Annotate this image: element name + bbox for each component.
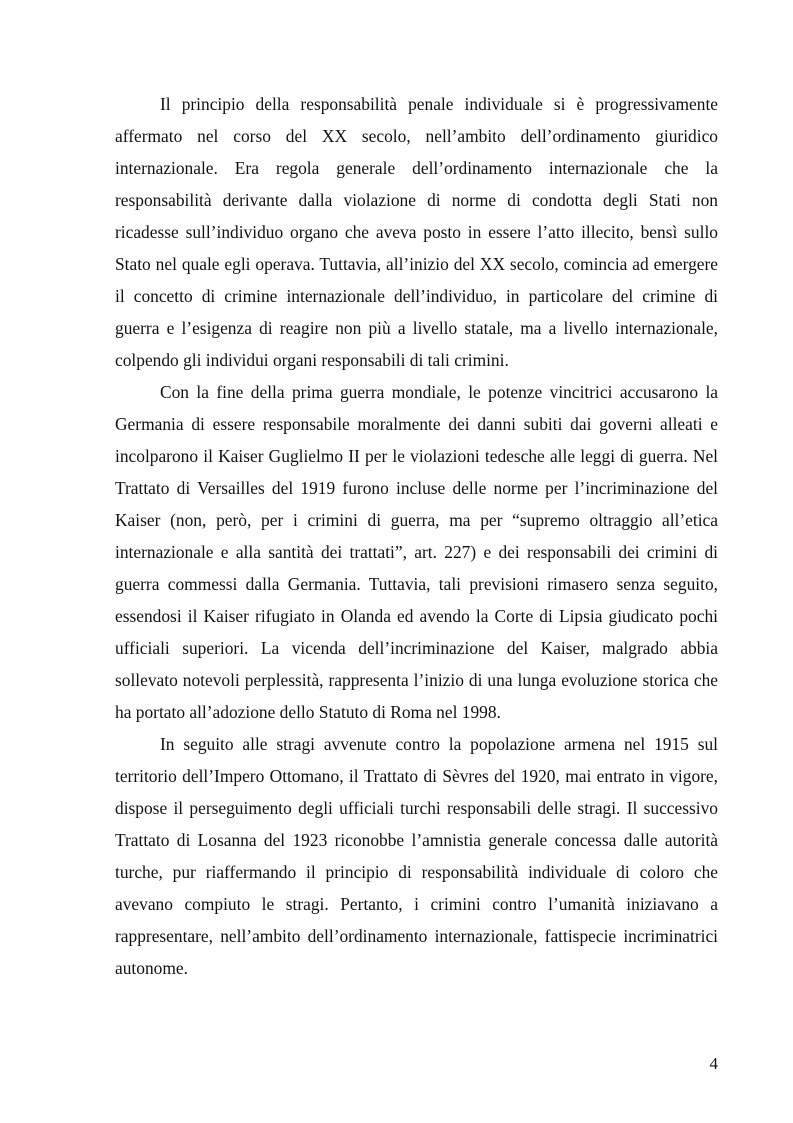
paragraph-versailles-treaty: Con la fine della prima guerra mondiale, le potenze vincitrici accusarono la Germania di essere responsabile moralmente dei danni subiti dai governi alleati e incolparono il Kaiser Guglielmo II per le violazioni tedesche alle leggi di guerra. Nel Trattato di Versailles del 1919 furono incluse delle norme per l’incriminazione del Kaiser (non, però, per i crimini di guerra, ma per “supremo oltraggio all’etica internazionale e alla santità dei trattati”, art. 227) e dei responsabili dei crimini di guerra commessi dalla Germania. Tuttavia, tali previsioni rimasero senza seguito, essendosi il Kaiser rifugiato in Olanda ed avendo la Corte di Lipsia giudicato pochi ufficiali superiori. La vicenda dell’incriminazione del Kaiser, malgrado abbia sollevato notevoli perplessità, rappresenta l’inizio di una lunga evoluzione storica che ha portato all’adozione dello Statuto di Roma nel 1998. xyxy=(115,382,718,722)
body-text xyxy=(115,88,718,984)
paragraph-individual-responsibility: Il principio della responsabilità penale individuale si è progressivamente affermato nel corso del XX secolo, nell’ambito dell’ordinamento giuridico internazionale. Era regola generale dell’ordinamento internazionale che la responsabilità derivante dalla violazione di norme di condotta degli Stati non ricadesse sull’individuo organo che aveva posto in essere l’atto illecito, bensì sullo Stato nel quale egli operava. Tuttavia, all’inizio del XX secolo, comincia ad emergere il concetto di crimine internazionale dell’individuo, in particolare del crimine di guerra e l’esigenza di reagire non più a livello statale, ma a livello internazionale, colpendo gli individui organi responsabili di tali crimini. xyxy=(115,94,718,370)
page-number: 4 xyxy=(709,1054,718,1073)
paragraph-sevres-lausanne: In seguito alle stragi avvenute contro la popolazione armena nel 1915 sul territorio dell’Impero Ottomano, il Trattato di Sèvres del 1920, mai entrato in vigore, dispose il perseguimento degli ufficiali turchi responsabili delle stragi. Il successivo Trattato di Losanna del 1923 riconobbe l’amnistia generale concessa dalle autorità turche, pur riaffermando il principio di responsabilità individuale di coloro che avevano compiuto le stragi. Pertanto, i crimini contro l’umanità iniziavano a rappresentare, nell’ambito dell’ordinamento internazionale, fattispecie incriminatrici autonome. xyxy=(115,734,718,978)
